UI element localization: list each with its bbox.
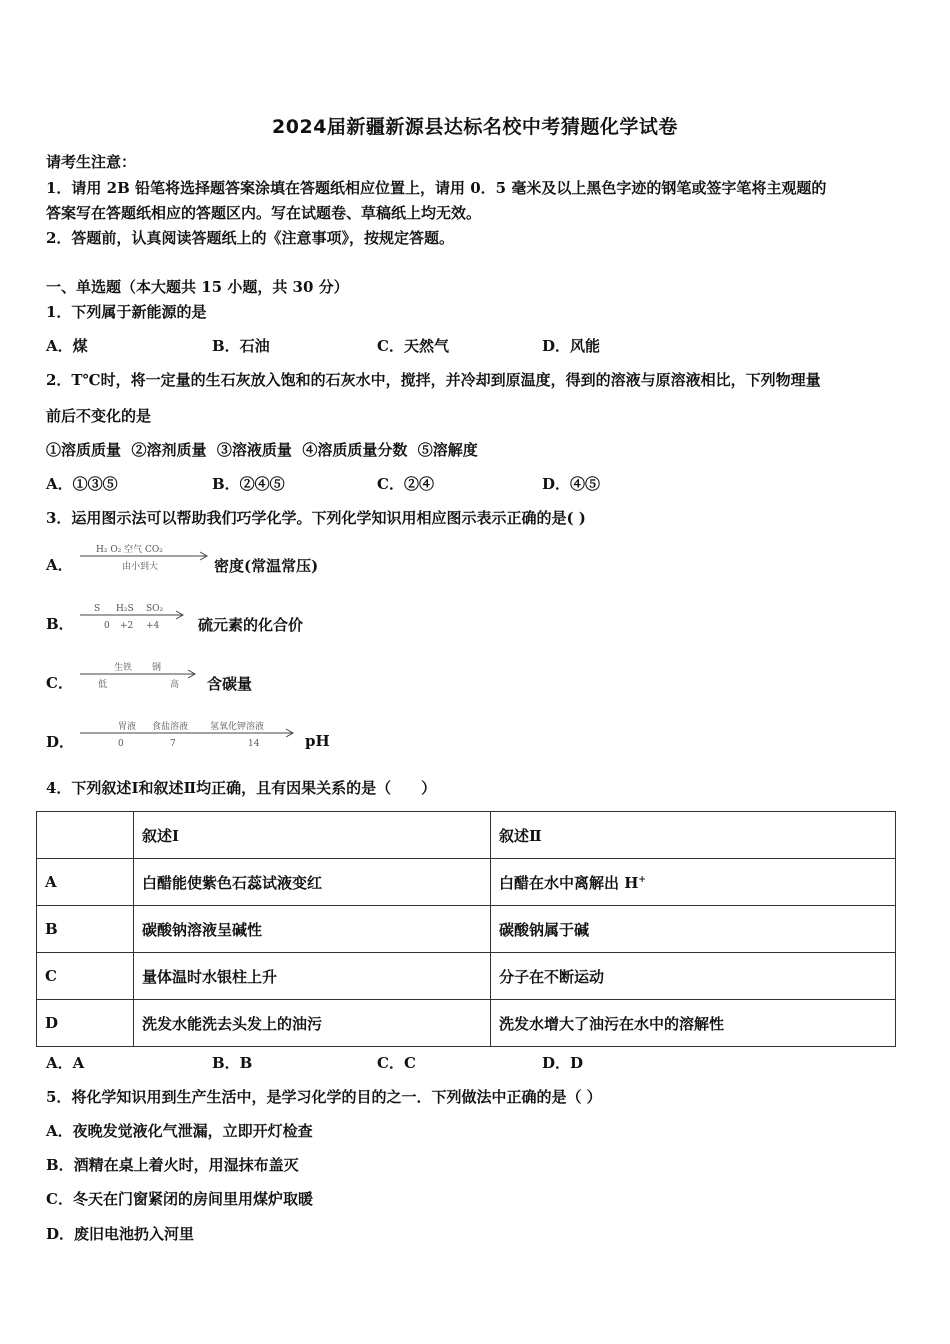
q3-c-diagram	[78, 659, 200, 693]
q1-option-d[interactable]: D．风能	[542, 337, 601, 355]
q3-option-b[interactable]: B．	[46, 615, 74, 633]
superscript-plus: +	[638, 874, 646, 885]
svg-text:0: 0	[118, 739, 124, 749]
q3-b-label: 硫元素的化合价	[198, 616, 304, 634]
q3-d-diagram	[78, 718, 298, 752]
svg-text:胃液: 胃液	[118, 722, 137, 732]
table-header-cell	[37, 812, 134, 859]
table-cell: 白醋能使紫色石蕊试液变红	[134, 859, 491, 906]
table-cell: 分子在不断运动	[491, 953, 896, 1000]
q3-option-a[interactable]: A．	[46, 556, 73, 574]
table-cell: B	[37, 906, 134, 953]
section-heading: 一、单选题（本大题共 15 小题，共 30 分）	[46, 278, 349, 296]
q3-option-c[interactable]: C．	[46, 674, 73, 692]
svg-text:+2: +2	[120, 621, 134, 631]
notice-line-1b: 答案写在答题纸相应的答题区内。写在试题卷、草稿纸上均无效。	[46, 204, 482, 222]
table-row	[37, 906, 896, 953]
svg-text:低: 低	[98, 680, 108, 690]
table-cell: 碳酸钠溶液呈碱性	[134, 906, 491, 953]
q3-a-label: 密度(常温常压)	[214, 557, 319, 575]
q4-option-a[interactable]: A．A	[46, 1054, 85, 1072]
table-row	[37, 859, 896, 906]
table-row	[37, 1000, 896, 1047]
notice-line-2: 2．答题前，认真阅读答题纸上的《注意事项》，按规定答题。	[46, 229, 454, 247]
svg-text:+4: +4	[146, 621, 160, 631]
q3-a-diagram	[78, 541, 213, 575]
svg-text:0: 0	[104, 621, 110, 631]
table-cell: A	[37, 859, 134, 906]
q4-table	[36, 811, 896, 1047]
q4-option-d[interactable]: D．D	[542, 1054, 584, 1072]
table-cell: 量体温时水银柱上升	[134, 953, 491, 1000]
svg-text:生铁: 生铁	[114, 663, 133, 673]
q3-a-top-text: H₂ O₂ 空气 CO₂	[96, 545, 163, 555]
q2-option-c[interactable]: C．②④	[377, 475, 434, 493]
svg-text:高: 高	[170, 680, 180, 690]
table-cell: 洗发水增大了油污在水中的溶解性	[491, 1000, 896, 1047]
q3-c-label: 含碳量	[207, 675, 253, 693]
svg-text:S: S	[94, 604, 101, 614]
q5-option-a[interactable]: A．夜晚发觉液化气泄漏，立即开灯检查	[46, 1122, 313, 1140]
q3-b-diagram	[78, 600, 188, 634]
svg-text:SO₂: SO₂	[146, 604, 164, 614]
question-2-stem-b: 前后不变化的是	[46, 407, 152, 425]
q5-option-d[interactable]: D．废旧电池扔入河里	[46, 1225, 195, 1243]
table-cell: 碳酸钠属于碱	[491, 906, 896, 953]
q1-option-b[interactable]: B．石油	[212, 337, 270, 355]
svg-text:7: 7	[170, 739, 176, 749]
q3-a-bottom-text: 由小到大	[122, 562, 159, 572]
q4-option-c[interactable]: C．C	[377, 1054, 416, 1072]
q3-d-label: pH	[305, 732, 330, 750]
question-5-stem: 5．将化学知识用到生产生活中，是学习化学的目的之一．下列做法中正确的是（ ）	[46, 1088, 602, 1106]
page-title: 2024届新疆新源县达标名校中考猜题化学试卷	[272, 116, 678, 138]
svg-text:氢氧化钾溶液: 氢氧化钾溶液	[210, 722, 265, 732]
table-header-row	[37, 812, 896, 859]
q2-option-d[interactable]: D．④⑤	[542, 475, 601, 493]
question-1-stem: 1．下列属于新能源的是	[46, 303, 207, 321]
notice-line-1a: 1．请用 2B 铅笔将选择题答案涂填在答题纸相应位置上，请用 0．5 毫米及以上黑色字迹的钢笔或签字笔将主观题的	[46, 179, 827, 197]
q4-option-b[interactable]: B．B	[212, 1054, 253, 1072]
question-2-stem-a: 2．T℃时，将一定量的生石灰放入饱和的石灰水中，搅拌，并冷却到原温度，得到的溶液与原溶液相比，下列物理量	[46, 371, 821, 389]
q1-option-c[interactable]: C．天然气	[377, 337, 449, 355]
q2-option-b[interactable]: B．②④⑤	[212, 475, 285, 493]
question-4-stem: 4．下列叙述Ⅰ和叙述Ⅱ均正确，且有因果关系的是（ ）	[46, 779, 437, 797]
question-3-stem: 3．运用图示法可以帮助我们巧学化学。下列化学知识用相应图示表示正确的是( )	[46, 509, 586, 527]
table-cell: D	[37, 1000, 134, 1047]
notice-heading: 请考生注意：	[46, 153, 137, 171]
q5-option-b[interactable]: B．酒精在桌上着火时，用湿抹布盖灭	[46, 1156, 299, 1174]
table-header-cell: 叙述Ⅱ	[491, 812, 896, 859]
q1-option-a[interactable]: A．煤	[46, 337, 88, 355]
q5-option-c[interactable]: C．冬天在门窗紧闭的房间里用煤炉取暖	[46, 1190, 313, 1208]
svg-text:钢: 钢	[152, 663, 162, 673]
table-header-cell: 叙述Ⅰ	[134, 812, 491, 859]
table-cell: 白醋在水中离解出 H+	[491, 859, 896, 906]
q3-option-d[interactable]: D．	[46, 733, 75, 751]
question-2-items: ①溶质质量 ②溶剂质量 ③溶液质量 ④溶质质量分数 ⑤溶解度	[46, 441, 478, 459]
table-cell: C	[37, 953, 134, 1000]
table-row	[37, 953, 896, 1000]
svg-text:食盐溶液: 食盐溶液	[152, 722, 189, 732]
q2-option-a[interactable]: A．①③⑤	[46, 475, 118, 493]
table-cell: 洗发水能洗去头发上的油污	[134, 1000, 491, 1047]
svg-text:H₂S: H₂S	[116, 604, 134, 614]
svg-text:14: 14	[248, 739, 260, 749]
